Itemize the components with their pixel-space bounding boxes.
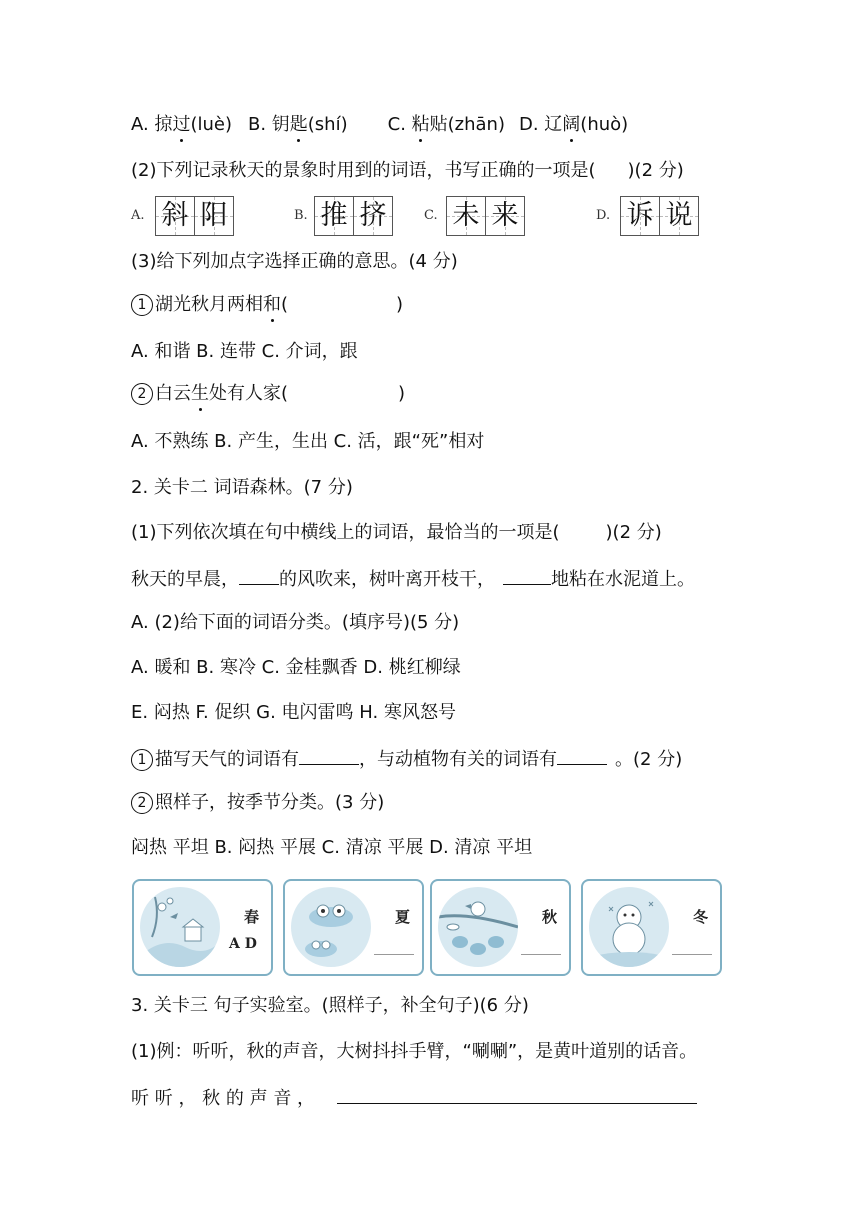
grid-char: 斜 — [156, 197, 194, 235]
option-d-dotted-char: 阔 — [562, 114, 581, 135]
season-label: 秋 — [541, 908, 557, 926]
season-answer[interactable] — [374, 936, 414, 955]
q1-3-1-options: A. 和谐 B. 连带 C. 介词，跟 — [131, 341, 358, 362]
grid-char: 推 — [315, 197, 353, 235]
answer-line[interactable] — [337, 1085, 697, 1104]
option-b-dotted-char: 匙 — [289, 114, 308, 135]
q3-title: 3. 关卡三 句子实验室。(照样子，补全句子)(6 分) — [131, 995, 529, 1016]
grid-char: 未 — [447, 197, 485, 235]
grid-char: 挤 — [353, 197, 392, 235]
circled-number: 1 — [131, 749, 153, 771]
q3-1-answer-line: 听 听 ， 秋 的 声 音 ， — [131, 1085, 697, 1111]
option-c-pinyin: 贴(zhān) — [429, 114, 505, 135]
q2-options-line: 闷热 平坦 B. 闷热 平展 C. 清凉 平展 D. 清凉 平坦 — [131, 837, 533, 858]
dotted-char: 生 — [191, 383, 209, 404]
q2-words-row-2: E. 闷热 F. 促织 G. 电闪雷鸣 H. 寒风怒号 — [131, 702, 456, 723]
season-label: 夏 — [394, 908, 410, 926]
spring-illustration — [140, 887, 220, 967]
season-card-winter — [581, 879, 722, 976]
q1-3-1: 1 湖光秋月两相和( ) — [131, 293, 403, 317]
word-option-label: A. — [131, 208, 145, 223]
fill-blank[interactable] — [557, 746, 607, 765]
char-grid — [446, 196, 525, 236]
season-label: 冬 — [692, 908, 708, 926]
option-c-dotted-char: 粘 — [411, 114, 430, 135]
q2-1-sentence: 秋天的早晨， 的风吹来，树叶离开枝干， 地粘在水泥道上。 — [131, 566, 695, 592]
fill-blank[interactable] — [299, 746, 359, 765]
fill-blank[interactable] — [503, 566, 551, 585]
q1-3-title: (3)给下列加点字选择正确的意思。(4 分) — [131, 251, 458, 272]
q2-2-title: A. (2)给下面的词语分类。(填序号)(5 分) — [131, 612, 460, 633]
fill-blank[interactable] — [239, 566, 279, 585]
option-c-text: C. — [387, 114, 412, 135]
char-grid — [155, 196, 234, 236]
season-answer[interactable] — [672, 936, 712, 955]
grid-char: 说 — [659, 197, 698, 235]
q3-1-example: (1)例：听听，秋的声音，大树抖抖手臂，“唰唰”，是黄叶道别的话音。 — [131, 1041, 698, 1062]
season-card-summer — [283, 879, 424, 976]
option-d-text: D. 辽 — [518, 114, 563, 135]
option-a-text: A. 掠 — [131, 114, 173, 135]
q1-2-question: (2)下列记录秋天的景象时用到的词语，书写正确的一项是( )(2 分) — [131, 160, 684, 181]
summer-illustration — [291, 887, 371, 967]
char-grid — [620, 196, 699, 236]
circled-number: 2 — [131, 383, 153, 405]
circled-number: 1 — [131, 294, 153, 316]
winter-illustration — [589, 887, 669, 967]
word-option-label: C. — [424, 208, 438, 223]
word-option-label: D. — [596, 208, 611, 223]
q2-title: 2. 关卡二 词语森林。(7 分) — [131, 477, 353, 498]
season-card-autumn — [430, 879, 571, 976]
season-answer[interactable]: A D — [229, 936, 257, 952]
char-grid — [314, 196, 393, 236]
grid-char: 阳 — [194, 197, 233, 235]
q1-1-options — [131, 113, 628, 137]
q2-2-2: 2 照样子，按季节分类。(3 分) — [131, 791, 384, 815]
season-label: 春 — [243, 908, 259, 926]
word-option-label: B. — [294, 208, 308, 223]
season-card-spring — [132, 879, 273, 976]
dotted-char: 和 — [263, 294, 281, 315]
season-answer[interactable] — [521, 936, 561, 955]
option-b-pinyin: (shí) — [307, 114, 348, 135]
autumn-illustration — [438, 887, 518, 967]
circled-number: 2 — [131, 792, 153, 814]
q1-3-2-options: A. 不熟练 B. 产生，生出 C. 活，跟“死”相对 — [131, 431, 485, 452]
option-b-text: B. 钥 — [247, 114, 290, 135]
q1-3-2: 2 白云生处有人家( ) — [131, 382, 405, 406]
option-d-pinyin: (huò) — [580, 114, 629, 135]
option-a-dotted-char: 过 — [172, 114, 191, 135]
q2-words-row-1: A. 暖和 B. 寒冷 C. 金桂飘香 D. 桃红柳绿 — [131, 657, 461, 678]
q2-1-question: (1)下列依次填在句中横线上的词语，最恰当的一项是( )(2 分) — [131, 522, 662, 543]
grid-char: 诉 — [621, 197, 659, 235]
grid-char: 来 — [485, 197, 524, 235]
option-a-pinyin: (luè) — [190, 114, 232, 135]
q2-2-1: 1 描写天气的词语有 ，与动植物有关的词语有 。(2 分) — [131, 746, 682, 772]
